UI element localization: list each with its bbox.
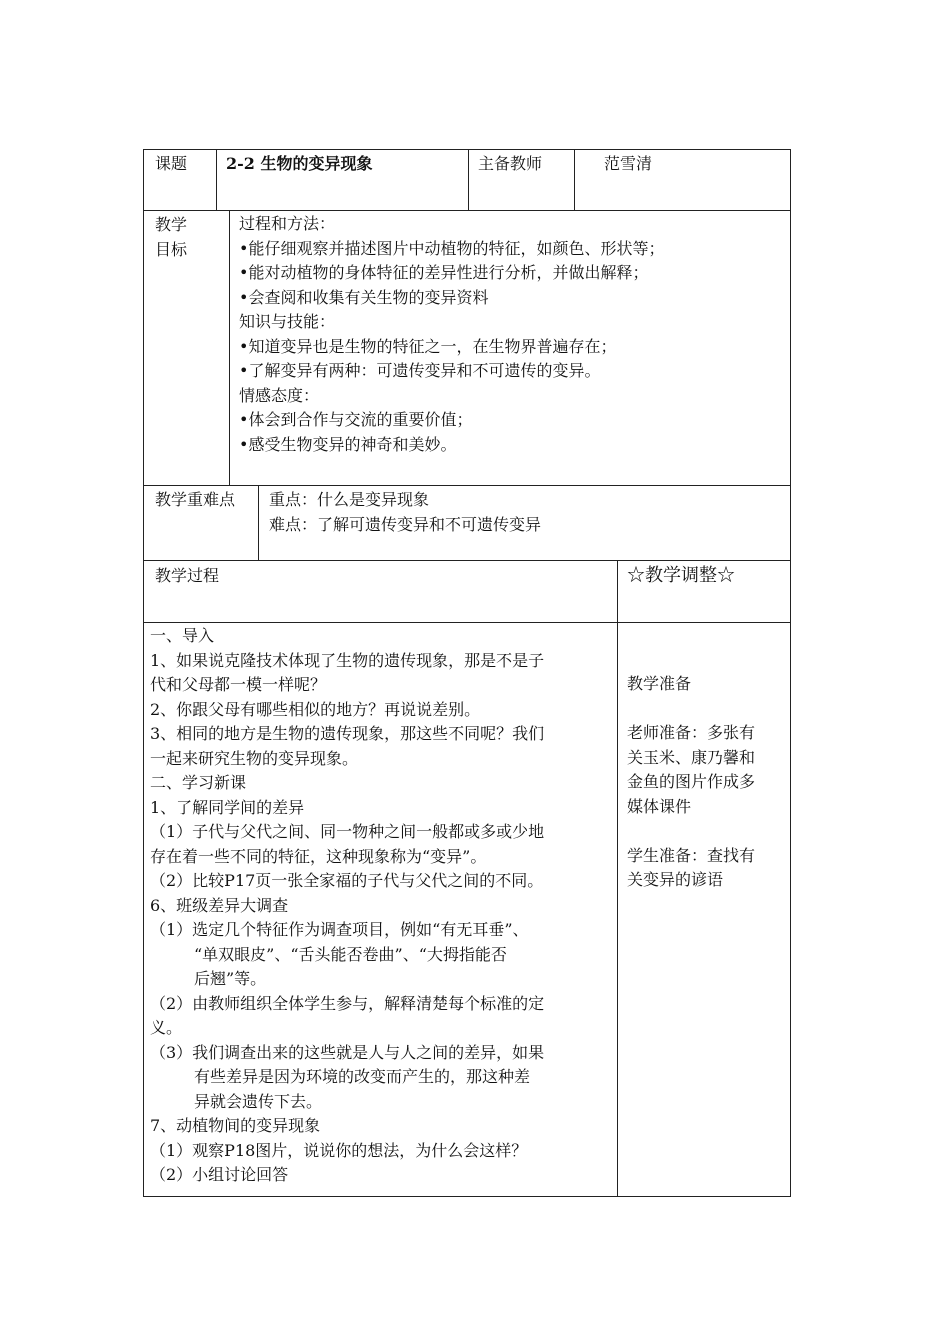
process-line: （1）子代与父代之间、同一物种之间一般都或多或少地 xyxy=(150,822,545,841)
process-line: “单双眼皮”、“舌头能否卷曲”、“大拇指能否 xyxy=(194,944,507,964)
adjust-label: ☆教学调整☆ xyxy=(627,565,735,586)
objectives-line: •了解变异有两种：可遗传变异和不可遗传的变异。 xyxy=(239,361,601,380)
keypoints-difficulty: 难点：了解可遗传变异和不可遗传变异 xyxy=(269,515,542,534)
teacher-prep-line: 老师准备：多张有 xyxy=(627,723,756,742)
process-line: （1）选定几个特征作为调查项目，例如“有无耳垂”、 xyxy=(150,920,529,939)
process-line: 二、学习新课 xyxy=(150,773,247,792)
process-line: （2）由教师组织全体学生参与，解释清楚每个标准的定 xyxy=(150,993,545,1013)
course-title: 2-2 生物的变异现象 xyxy=(226,154,373,173)
process-line: 一、导入 xyxy=(150,626,215,645)
teacher-prep-line: 关玉米、康乃馨和 xyxy=(627,747,756,767)
objectives-line: •体会到合作与交流的重要价值； xyxy=(239,410,473,429)
objectives-line: 情感态度： xyxy=(239,385,320,405)
col-divider-process xyxy=(617,560,618,1197)
process-line: 7、动植物间的变异现象 xyxy=(150,1116,321,1135)
objectives-line: •感受生物变异的神奇和美妙。 xyxy=(239,434,457,454)
objectives-line: 过程和方法： xyxy=(239,214,336,233)
teacher-name: 范雪清 xyxy=(604,154,653,173)
process-line: 有些差异是因为环境的改变而产生的，那这种差 xyxy=(194,1067,531,1086)
col-divider-header-1 xyxy=(216,149,217,210)
process-line: 1、了解同学间的差异 xyxy=(150,797,305,817)
process-line: （1）观察P18图片，说说你的想法，为什么会这样？ xyxy=(150,1140,528,1160)
process-content xyxy=(150,624,544,1188)
objectives-line: •能对动植物的身体特征的差异性进行分析，并做出解释； xyxy=(239,263,649,282)
row-divider-header xyxy=(143,210,791,211)
objectives-list xyxy=(239,212,664,457)
keypoints-label: 教学重难点 xyxy=(155,490,236,509)
row-divider-objectives xyxy=(143,485,791,486)
keypoints-focus: 重点：什么是变异现象 xyxy=(269,490,430,509)
process-line: 3、相同的地方是生物的遗传现象，那这些不同呢？我们 xyxy=(150,724,545,743)
objectives-label-line2: 目标 xyxy=(155,240,188,259)
process-line: 1、如果说克隆技术体现了生物的遗传现象，那是不是子 xyxy=(150,650,545,670)
student-prep-line: 关变异的谚语 xyxy=(627,870,724,889)
col-divider-header-3 xyxy=(574,149,575,210)
process-label: 教学过程 xyxy=(155,566,220,585)
row-divider-process-header xyxy=(143,622,791,623)
process-line: （2）小组讨论回答 xyxy=(150,1165,289,1184)
teacher-prep-line: 媒体课件 xyxy=(627,796,692,816)
process-line: 存在着一些不同的特征，这种现象称为“变异”。 xyxy=(150,846,487,866)
col-divider-objectives xyxy=(229,210,230,485)
objectives-line: •能仔细观察并描述图片中动植物的特征，如颜色、形状等； xyxy=(239,238,665,258)
course-label: 课题 xyxy=(155,154,188,173)
process-line: 代和父母都一模一样呢？ xyxy=(150,675,327,694)
process-line: 一起来研究生物的变异现象。 xyxy=(150,748,359,768)
process-line: 2、你跟父母有哪些相似的地方？再说说差别。 xyxy=(150,699,481,719)
process-line: 6、班级差异大调查 xyxy=(150,895,289,915)
process-line: 义。 xyxy=(150,1018,183,1037)
objectives-label-line1: 教学 xyxy=(155,215,188,234)
col-divider-keypoints xyxy=(258,485,259,560)
prep-title: 教学准备 xyxy=(627,674,692,693)
objectives-line: •会查阅和收集有关生物的变异资料 xyxy=(239,287,489,307)
process-line: 后翘”等。 xyxy=(194,969,267,988)
teacher-prep-line: 金鱼的图片作成多 xyxy=(627,772,756,791)
adjust-content xyxy=(627,672,755,893)
row-divider-keypoints xyxy=(143,560,791,561)
teacher-label: 主备教师 xyxy=(478,154,543,173)
student-prep-line: 学生准备：查找有 xyxy=(627,845,756,865)
process-line: （2）比较P17页一张全家福的子代与父代之间的不同。 xyxy=(150,871,544,890)
objectives-line: •知道变异也是生物的特征之一，在生物界普遍存在； xyxy=(239,336,617,356)
col-divider-header-2 xyxy=(468,149,469,210)
objectives-line: 知识与技能： xyxy=(239,312,336,331)
process-line: 异就会遗传下去。 xyxy=(194,1091,323,1111)
process-line: （3）我们调查出来的这些就是人与人之间的差异，如果 xyxy=(150,1042,545,1062)
